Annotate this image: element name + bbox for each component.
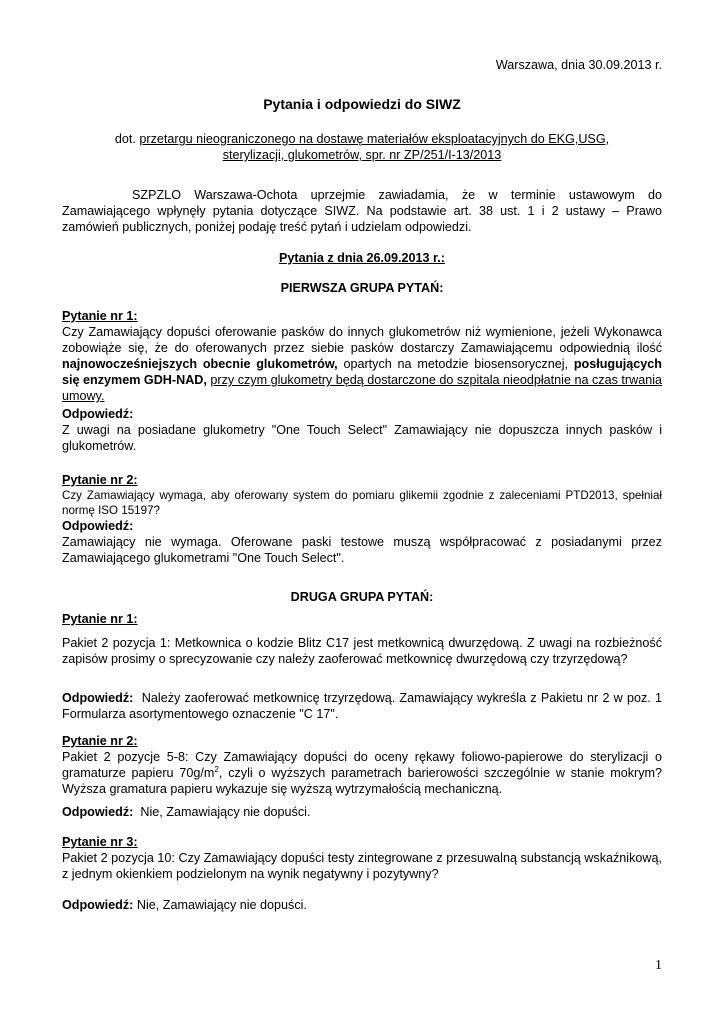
question-text: Pakiet 2 pozycja 10: Czy Zamawiający dopuści testy zintegrowane z przesuwalną substancją wskaźnikową, z jednym okienkiem podzielonym na wynik negatywny i pozytywny? bbox=[62, 851, 662, 881]
question-label: Pytanie nr 3: bbox=[62, 835, 138, 849]
answer-text: Zamawiający nie wymaga. Oferowane paski testowe muszą współpracować z posiadanymi przez Zamawiającego glukometrami "One Touch Select". bbox=[62, 535, 662, 565]
group2-answer-3 bbox=[62, 897, 662, 913]
group2-answer-1 bbox=[62, 690, 662, 722]
question-text-bold: posługujących się enzymem GDH-NAD, bbox=[62, 357, 663, 387]
group2-question-1-label-wrap bbox=[62, 611, 662, 627]
group1-answer-1 bbox=[62, 406, 662, 454]
question-text-part: Pakiet 2 pozycje 5-8: Czy Zamawiający dopuści do oceny rękawy foliowo-papierowe do sterylizacji o gramaturze papieru 70g/m bbox=[62, 750, 662, 780]
intro-text: SZPZLO Warszawa-Ochota uprzejmie zawiadamia, że w terminie ustawowym do Zamawiającego wpłynęły pytania dotyczące SIWZ. Na podstawie art. 38 ust. 1 i 2 ustawy – Prawo zamówień publicznych, poniżej podaję treść pytań i udzielam odpowiedzi. bbox=[62, 188, 662, 234]
answer-text: Z uwagi na posiadane glukometry "One Touch Select" Zamawiający nie dopuszcza innych pasków i glukometrów. bbox=[62, 423, 662, 453]
group1-heading: PIERWSZA GRUPA PYTAŃ: bbox=[280, 281, 444, 295]
document-title: Pytania i odpowiedzi do SIWZ bbox=[263, 96, 461, 112]
subject-line-2: sterylizacji, glukometrów, spr. nr ZP/251/I-13/2013 bbox=[222, 148, 502, 162]
question-text-part: , czyli o wyższych parametrach barierowości szczególnie w stanie mokrym? Wyższa gramatura papieru wykazuje się wyższą wytrzymałością mechaniczną. bbox=[62, 766, 662, 796]
question-text-bold: najnowocześniejszych obecnie glukometrów, bbox=[62, 357, 338, 371]
subject-line-1: przetargu nieograniczonego na dostawę materiałów eksploatacyjnych do EKG,USG, bbox=[139, 132, 610, 146]
group2-question-2 bbox=[62, 733, 662, 797]
subject-prefix: dot. bbox=[114, 132, 140, 146]
group2-heading: DRUGA GRUPA PYTAŃ: bbox=[290, 590, 434, 604]
page-number: 1 bbox=[655, 958, 662, 973]
superscript: 2 bbox=[214, 764, 219, 774]
question-label: Pytanie nr 2: bbox=[62, 734, 138, 748]
answer-text: Nie, Zamawiający nie dopuści. bbox=[140, 805, 311, 819]
answer-text: Należy zaoferować metkownicę trzyrzędową. Zamawiający wykreśla z Pakietu nr 2 w poz. 1 Formularza asortymentowego oznaczenie "C 17". bbox=[62, 691, 663, 721]
question-label: Pytanie nr 1: bbox=[62, 309, 138, 323]
question-label: Pytanie nr 1: bbox=[62, 612, 138, 626]
question-text-part: Czy Zamawiający dopuści oferowanie pasków do innych glukometrów niż wymienione, jeżeli Wykonawca zobowiąże się, że do oferowanych przez siebie pasków dostarczy Zamawiającemu odpowiednią ilość bbox=[62, 325, 662, 355]
question-text: Pakiet 2 pozycja 1: Metkownica o kodzie Blitz C17 jest metkownicą dwurzędową. Z uwagi na rozbieżność zapisów prosimy o sprecyzowanie czy należy zaoferować metkownicę dwurzędową czy trzyrzędową? bbox=[62, 636, 662, 666]
question-text: Czy Zamawiający wymaga, aby oferowany system do pomiaru glikemii zgodnie z zaleceniami PTD2013, spełniał normę ISO 15197? bbox=[62, 489, 662, 517]
subject-line bbox=[62, 131, 662, 163]
question-text bbox=[62, 749, 662, 797]
questions-date-heading: Pytania z dnia 26.09.2013 r.: bbox=[279, 251, 445, 265]
question-label: Pytanie nr 2: bbox=[62, 473, 138, 487]
answer-label: Odpowiedź: bbox=[62, 898, 134, 912]
answer-label: Odpowiedź: bbox=[62, 805, 134, 819]
question-text-underlined: przy czym glukometry będą dostarczone do szpitala nieodpłatnie na czas trwania umowy. bbox=[62, 373, 663, 403]
group2-question-1 bbox=[62, 635, 662, 667]
answer-text: Nie, Zamawiający nie dopuści. bbox=[136, 898, 307, 912]
answer-label: Odpowiedź: bbox=[62, 519, 134, 533]
group2-answer-2 bbox=[62, 804, 662, 820]
answer-label: Odpowiedź: bbox=[62, 407, 134, 421]
group2-question-3 bbox=[62, 834, 662, 882]
question-text-part: opartych na metodzie biosensorycznej, bbox=[337, 357, 574, 371]
question-text bbox=[62, 324, 662, 404]
answer-label: Odpowiedź: bbox=[62, 691, 134, 705]
intro-paragraph bbox=[62, 187, 662, 235]
group1-question-2 bbox=[62, 472, 662, 566]
group1-question-1 bbox=[62, 308, 662, 404]
date-line: Warszawa, dnia 30.09.2013 r. bbox=[495, 58, 662, 72]
